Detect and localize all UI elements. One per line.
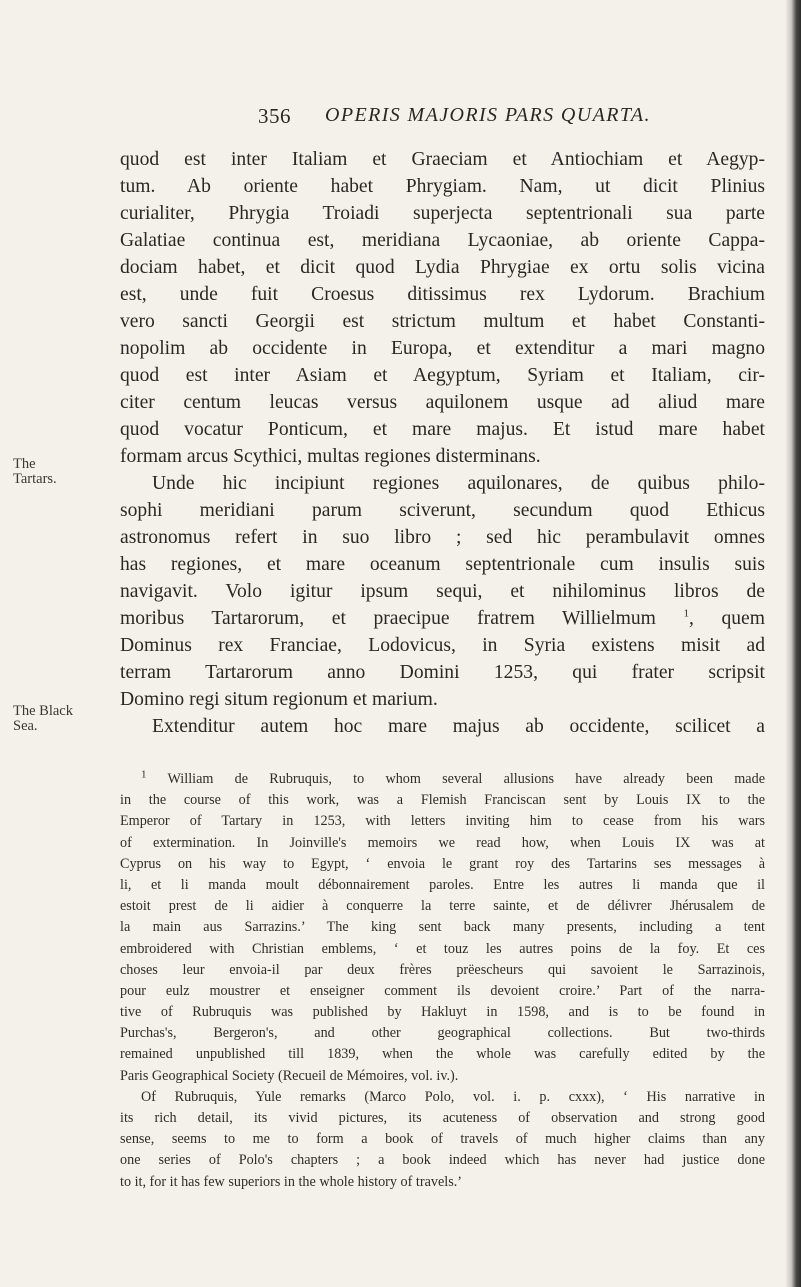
footnote-text: William de Rubruquis, to whom several allusions have already been made bbox=[167, 771, 765, 787]
footnote-line: in the course of this work, was a Flemish Franciscan sent by Louis IX to the bbox=[120, 792, 765, 809]
text-line: quod vocatur Ponticum, et mare majus. Et istud mare habet bbox=[120, 419, 765, 440]
page-header bbox=[258, 104, 778, 130]
text-line: sophi meridiani parum sciverunt, secundum quod Ethicus bbox=[120, 500, 765, 521]
footnote-line: la main aus Sarrazins.’ The king sent back many presents, including a tent bbox=[120, 919, 765, 936]
text-line: quod est inter Italiam et Graeciam et Antiochiam et Aegyp- bbox=[120, 149, 765, 170]
text-line: nopolim ab occidente in Europa, et extenditur a mari magno bbox=[120, 338, 765, 359]
footnote-line: to it, for it has few superiors in the whole history of travels.’ bbox=[120, 1173, 463, 1190]
margin-note-line: The bbox=[13, 456, 36, 472]
margin-note-line: The Black bbox=[13, 703, 73, 719]
text-line: quod est inter Asiam et Aegyptum, Syriam et Italiam, cir- bbox=[120, 365, 765, 386]
page-number: 356 bbox=[258, 104, 291, 128]
footnote-line bbox=[120, 769, 765, 790]
text-line: Extenditur autem hoc mare majus ab occidente, scilicet a bbox=[152, 716, 765, 737]
main-text bbox=[120, 146, 765, 740]
footnote-line: choses leur envoia-il par deux frères prëescheurs qui savoient le Sarrazinois, bbox=[120, 961, 765, 978]
margin-note-line: Sea. bbox=[13, 718, 38, 734]
footnote-reference: 1 bbox=[683, 607, 689, 620]
text-line: vero sancti Georgii est strictum multum et habet Constanti- bbox=[120, 311, 765, 332]
footnote-line: estoit prest de li aidier à conquerre la terre sainte, et de délivrer Jhérusalem de bbox=[120, 898, 765, 915]
margin-note-tartars bbox=[13, 457, 57, 487]
text-line: citer centum leucas versus aquilonem usque ad aliud mare bbox=[120, 392, 765, 413]
text-line: est, unde fuit Croesus ditissimus rex Lydorum. Brachium bbox=[120, 284, 765, 305]
text-line: Unde hic incipiunt regiones aquilonares, de quibus philo- bbox=[152, 473, 765, 494]
text-line: Domino regi situm regionum et marium. bbox=[120, 689, 438, 710]
text-line: curialiter, Phrygia Troiadi superjecta septentrionali sua parte bbox=[120, 203, 765, 224]
text-line: dociam habet, et dicit quod Lydia Phrygiae ex ortu solis vicina bbox=[120, 257, 765, 278]
footnote-line: Purchas's, Bergeron's, and other geographical collections. But two-thirds bbox=[120, 1025, 765, 1042]
page-edge-shadow bbox=[785, 0, 801, 1287]
footnote-line: tive of Rubruquis was published by Hakluyt in 1598, and is to be found in bbox=[120, 1004, 765, 1021]
text-line: astronomus refert in suo libro ; sed hic perambulavit omnes bbox=[120, 527, 765, 548]
footnote-line: Of Rubruquis, Yule remarks (Marco Polo, vol. i. p. cxxx), ‘ His narrative in bbox=[141, 1088, 765, 1105]
footnote-line: of extermination. In Joinville's memoirs we read how, when Louis IX was at bbox=[120, 834, 765, 851]
footnote-line: embroidered with Christian emblems, ‘ et touz les autres poins de la foy. Et ces bbox=[120, 940, 765, 957]
text-line: has regiones, et mare oceanum septentrionale cum insulis suis bbox=[120, 554, 765, 575]
footnote-line: sense, seems to me to form a book of travels of much higher claims than any bbox=[120, 1131, 765, 1148]
footnote-line: Cyprus on his way to Egypt, ‘ envoia le grant roy des Tartarins ses messages à bbox=[120, 855, 765, 872]
footnote-line: one series of Polo's chapters ; a book indeed which has never had justice done bbox=[120, 1152, 765, 1169]
text-line: formam arcus Scythici, multas regiones disterminans. bbox=[120, 446, 541, 467]
text-segment: moribus Tartarorum, et praecipue fratrem Willielmum bbox=[120, 608, 656, 629]
text-segment: , quem bbox=[689, 608, 765, 629]
footnote-line: Emperor of Tartary in 1253, with letters inviting him to cease from his wars bbox=[120, 813, 765, 830]
text-line: Galatiae continua est, meridiana Lycaoniae, ab oriente Cappa- bbox=[120, 230, 765, 251]
footnote-line: its rich detail, its vivid pictures, its acuteness of observation and strong good bbox=[120, 1110, 765, 1126]
footnote-line: li, et li manda moult débonnairement paroles. Entre les autres li manda que il bbox=[120, 876, 765, 893]
running-head: OPERIS MAJORIS PARS QUARTA. bbox=[325, 104, 651, 126]
text-line: navigavit. Volo igitur ipsum sequi, et nihilominus libros de bbox=[120, 581, 765, 602]
footnote-line: Paris Geographical Society (Recueil de Mémoires, vol. iv.). bbox=[120, 1067, 459, 1084]
margin-note-black-sea bbox=[13, 704, 73, 734]
text-line: terram Tartarorum anno Domini 1253, qui frater scripsit bbox=[120, 662, 765, 683]
margin-note-line: Tartars. bbox=[13, 471, 57, 487]
footnote-line: pour eulz moustrer et enseigner comment ils devoient croire.’ Part of the narra- bbox=[120, 982, 765, 999]
footnote-line: remained unpublished till 1839, when the whole was carefully edited by the bbox=[120, 1046, 765, 1063]
footnote-block bbox=[120, 769, 765, 1193]
footnote-marker: 1 bbox=[141, 768, 147, 781]
text-line: tum. Ab oriente habet Phrygiam. Nam, ut dicit Plinius bbox=[120, 176, 765, 197]
text-line-with-footnote-ref bbox=[120, 605, 765, 632]
text-line: Dominus rex Franciae, Lodovicus, in Syria existens misit ad bbox=[120, 635, 765, 656]
